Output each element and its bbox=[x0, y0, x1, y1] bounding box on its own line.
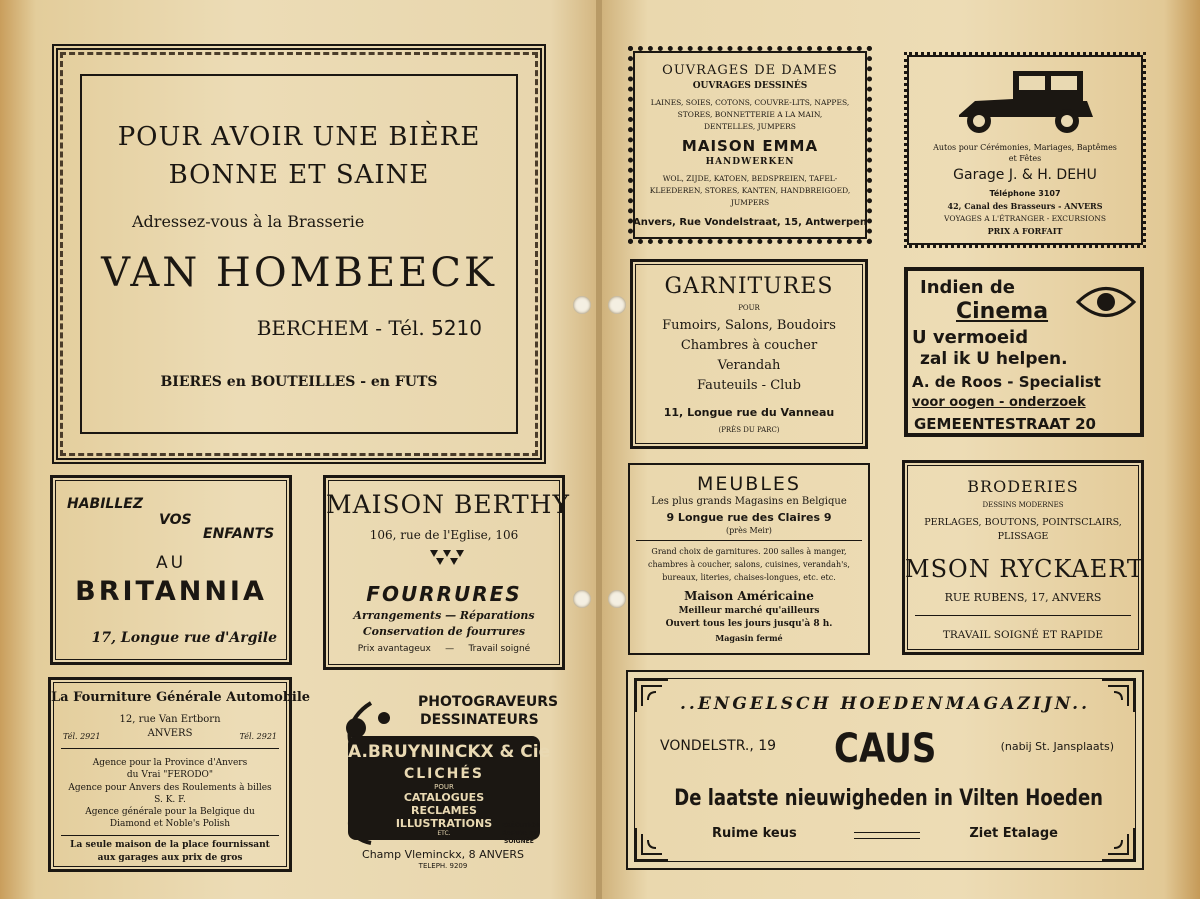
emma-address: Anvers, Rue Vondelstraat, 15, Antwerpen bbox=[633, 217, 868, 228]
broderies-name: MSON RYCKAERT bbox=[905, 555, 1144, 583]
fourniture-agency-5: Agence générale pour la Belgique du bbox=[85, 807, 255, 817]
brewery-location bbox=[257, 316, 482, 340]
garnitures-address: 11, Longue rue du Vanneau bbox=[663, 406, 835, 419]
meubles-name: Maison Américaine bbox=[684, 589, 814, 603]
bruyninckx-name: A.BRUYNINCKX & Cie bbox=[348, 742, 551, 762]
caus-header: ..ENGELSCH HOEDENMAGAZIJN.. bbox=[679, 694, 1091, 714]
bruyninckx-execution-3: SOIGNÉE bbox=[504, 838, 534, 845]
meubles-subtitle: Les plus grands Magasins en Belgique bbox=[651, 496, 847, 507]
bruyninckx-item-1: CATALOGUES bbox=[403, 791, 485, 804]
berthy-services-1: Arrangements — Réparations bbox=[353, 609, 535, 622]
emma-dutch-1: WOL, ZIJDE, KATOEN, BEDSPREIEN, TAFEL- bbox=[662, 174, 838, 183]
fourniture-tel-left: Tél. 2921 bbox=[63, 732, 101, 741]
ad-garage-dehu bbox=[904, 52, 1146, 248]
garnitures-line-2: Chambres à coucher bbox=[680, 338, 818, 353]
garnitures-line-3: Verandah bbox=[717, 358, 781, 373]
garnitures-pour: POUR bbox=[738, 304, 760, 312]
caus-right: Ziet Etalage bbox=[969, 826, 1058, 841]
binding-hole-bottom bbox=[573, 590, 591, 608]
dehu-name: Garage J. & H. DEHU bbox=[953, 167, 1097, 183]
binding-hole-bottom-right bbox=[608, 590, 626, 608]
garnitures-title: GARNITURES bbox=[664, 274, 834, 299]
headline-line-2: BONNE ET SAINE bbox=[168, 160, 430, 190]
footer-sep: — bbox=[445, 644, 455, 654]
brewery-name: VAN HOMBEECK bbox=[101, 250, 497, 296]
emma-subtitle: OUVRAGES DESSINÉS bbox=[692, 81, 808, 91]
ad-cinema bbox=[904, 267, 1144, 437]
ad-maison-emma bbox=[628, 46, 872, 244]
location-text: BERCHEM - Tél. bbox=[256, 316, 425, 340]
emma-list-2: STORES, BONNETTERIE A LA MAIN, bbox=[677, 110, 823, 119]
dehu-phone: Téléphone 3107 bbox=[989, 189, 1061, 198]
cinema-line-6: voor oogen - onderzoek bbox=[912, 395, 1086, 410]
ad-broderies bbox=[902, 460, 1144, 655]
emma-list-1: LAINES, SOIES, COTONS, COUVRE-LITS, NAPPES, bbox=[650, 98, 850, 107]
fourniture-divider-bottom bbox=[61, 835, 279, 836]
caus-tagline: De laatste nieuwigheden in Vilten Hoeden bbox=[674, 786, 1104, 811]
britannia-line-3: ENFANTS bbox=[203, 526, 275, 542]
berthy-services-2: Conservation de fourrures bbox=[362, 625, 526, 638]
dehu-services-1: Autos pour Cérémonies, Mariages, Baptêmes bbox=[933, 143, 1117, 152]
fourniture-tel-right: Tél. 2921 bbox=[239, 732, 277, 741]
ad-fourniture-generale bbox=[48, 677, 311, 872]
broderies-title: BRODERIES bbox=[967, 477, 1079, 496]
fourniture-divider-top bbox=[61, 748, 279, 749]
meubles-hours: Ouvert tous les jours jusqu'à 8 h. bbox=[665, 619, 833, 629]
bruyninckx-heading-1: PHOTOGRAVEURS bbox=[418, 694, 559, 710]
phone-number: 5210 bbox=[431, 316, 482, 340]
britannia-line-1: HABILLEZ bbox=[67, 496, 143, 512]
fourniture-agency-6: Diamond et Noble's Polish bbox=[109, 819, 231, 829]
broderies-divider bbox=[915, 615, 1131, 616]
meubles-closed: Magasin fermé bbox=[715, 633, 783, 643]
footer-right: Travail soigné bbox=[468, 644, 531, 654]
broderies-line-1: PERLAGES, BOUTONS, POINTSCLAIRS, bbox=[924, 517, 1122, 528]
ad-brasserie-van-hombeeck bbox=[52, 44, 546, 464]
garnitures-note: (PRÈS DU PARC) bbox=[718, 426, 780, 434]
products-line: BIERES en BOUTEILLES - en FUTS bbox=[160, 374, 438, 390]
ad-meubles bbox=[628, 463, 870, 655]
meubles-desc-1: Grand choix de garnitures. 200 salles à manger, bbox=[651, 547, 847, 556]
fourniture-agency-4: S. K. F. bbox=[154, 795, 186, 805]
meubles-slogan: Meilleur marché qu'ailleurs bbox=[678, 606, 820, 616]
emma-dutch-title: HANDWERKEN bbox=[705, 157, 795, 167]
eye-icon bbox=[1076, 277, 1136, 327]
meubles-desc-3: bureaux, literies, chaises-longues, etc. etc. bbox=[662, 573, 836, 582]
cinema-line-2: Cinema bbox=[956, 299, 1049, 324]
automobile-icon bbox=[955, 65, 1095, 135]
bruyninckx-cliches: CLICHÉS bbox=[403, 766, 485, 782]
garnitures-line-4: Fauteuils - Club bbox=[697, 378, 801, 393]
headline-line-1: POUR AVOIR UNE BIÈRE bbox=[117, 122, 481, 152]
berthy-product: FOURRURES bbox=[366, 582, 522, 606]
fourniture-agency-3: Agence pour Anvers des Roulements à billes bbox=[68, 783, 272, 793]
meubles-note: (près Meir) bbox=[726, 526, 772, 535]
caus-center-rule bbox=[854, 832, 920, 839]
fourniture-agency-1: Agence pour la Province d'Anvers bbox=[92, 758, 248, 768]
fourniture-footer-2: aux garages aux prix de gros bbox=[97, 853, 243, 863]
dehu-services-2: et Fêtes bbox=[1008, 154, 1042, 163]
broderies-address: RUE RUBENS, 17, ANVERS bbox=[944, 591, 1102, 604]
bruyninckx-heading-2: DESSINATEURS bbox=[420, 712, 539, 728]
fourniture-title: La Fourniture Générale Automobile bbox=[51, 690, 311, 705]
meubles-divider bbox=[636, 540, 862, 541]
broderies-line-2: PLISSAGE bbox=[997, 531, 1049, 542]
dehu-price: PRIX A FORFAIT bbox=[987, 226, 1063, 236]
page-spine bbox=[596, 0, 602, 899]
corner-ornament-bottom-left-icon bbox=[632, 824, 672, 864]
cinema-line-1: Indien de bbox=[920, 277, 1015, 298]
meubles-title: MEUBLES bbox=[697, 473, 801, 495]
berthy-address: 106, rue de l'Eglise, 106 bbox=[369, 528, 519, 542]
emma-title: OUVRAGES DE DAMES bbox=[662, 63, 838, 78]
meubles-address: 9 Longue rue des Claires 9 bbox=[666, 511, 832, 524]
ad-britannia bbox=[50, 475, 292, 665]
berthy-name: MAISON BERTHY bbox=[326, 490, 570, 519]
bruyninckx-item-3: ILLUSTRATIONS bbox=[395, 817, 493, 830]
caus-street: VONDELSTR., 19 bbox=[660, 738, 777, 754]
broderies-footer: TRAVAIL SOIGNÉ ET RAPIDE bbox=[942, 629, 1104, 641]
caus-left: Ruime keus bbox=[712, 826, 797, 841]
fourniture-agency-2: du Vrai "FERODO" bbox=[126, 770, 214, 780]
ad-garnitures bbox=[630, 259, 868, 449]
dehu-address: 42, Canal des Brasseurs - ANVERS bbox=[947, 201, 1103, 211]
fourniture-footer-1: La seule maison de la place fournissant bbox=[70, 840, 270, 850]
ad-bruyninckx bbox=[336, 690, 559, 870]
emma-list-3: DENTELLES, JUMPERS bbox=[704, 122, 796, 131]
broderies-subtitle: DESSINS MODERNES bbox=[982, 501, 1064, 509]
dehu-travel: VOYAGES A L'ÉTRANGER - EXCURSIONS bbox=[944, 214, 1106, 223]
cinema-line-5: A. de Roos - Specialist bbox=[912, 373, 1101, 391]
binding-hole-top bbox=[573, 296, 591, 314]
cinema-line-7: GEMEENTESTRAAT 20 bbox=[914, 415, 1096, 433]
bruyninckx-address: Champ Vleminckx, 8 ANVERS bbox=[362, 848, 524, 861]
berthy-footer bbox=[326, 644, 562, 654]
bruyninckx-execution-2: RAPIDE ET bbox=[502, 830, 538, 837]
britannia-address: 17, Longue rue d'Argile bbox=[91, 630, 277, 646]
caus-near: (nabij St. Jansplaats) bbox=[1000, 740, 1114, 753]
ornament-triangles-icon bbox=[430, 550, 464, 566]
emma-name: MAISON EMMA bbox=[681, 137, 819, 155]
cinema-line-4: zal ik U helpen. bbox=[920, 349, 1068, 369]
ad-maison-berthy bbox=[323, 475, 570, 670]
ad-caus bbox=[626, 670, 1144, 870]
bruyninckx-execution-1: EXÉCUTION bbox=[502, 822, 541, 829]
fourniture-city: ANVERS bbox=[147, 728, 193, 739]
intro-text: Adressez-vous à la Brasserie bbox=[132, 212, 365, 231]
garnitures-line-1: Fumoirs, Salons, Boudoirs bbox=[662, 318, 836, 333]
fourniture-address: 12, rue Van Ertborn bbox=[119, 714, 221, 725]
cinema-line-3: U vermoeid bbox=[912, 327, 1029, 348]
britannia-line-2: VOS bbox=[159, 512, 192, 528]
caus-name: CAUS bbox=[834, 726, 937, 772]
emma-dutch-2: KLEEDEREN, STORES, KANTEN, HANDBREIGOED, bbox=[649, 186, 851, 195]
bruyninckx-phone: TELEPH. 9209 bbox=[418, 862, 468, 870]
corner-ornament-bottom-right-icon bbox=[1098, 824, 1138, 864]
meubles-desc-2: chambres à coucher, salons, cuisines, verandah's, bbox=[648, 560, 850, 569]
emma-dutch-3: JUMPERS bbox=[730, 198, 770, 207]
binding-hole-top-right bbox=[608, 296, 626, 314]
footer-left: Prix avantageux bbox=[357, 644, 431, 654]
britannia-au: AU bbox=[155, 553, 187, 573]
britannia-name: BRITANNIA bbox=[75, 576, 267, 607]
bruyninckx-item-2: RECLAMES bbox=[411, 804, 477, 817]
bruyninckx-pour: POUR bbox=[434, 783, 454, 791]
bruyninckx-etc: ETC. bbox=[437, 830, 451, 837]
